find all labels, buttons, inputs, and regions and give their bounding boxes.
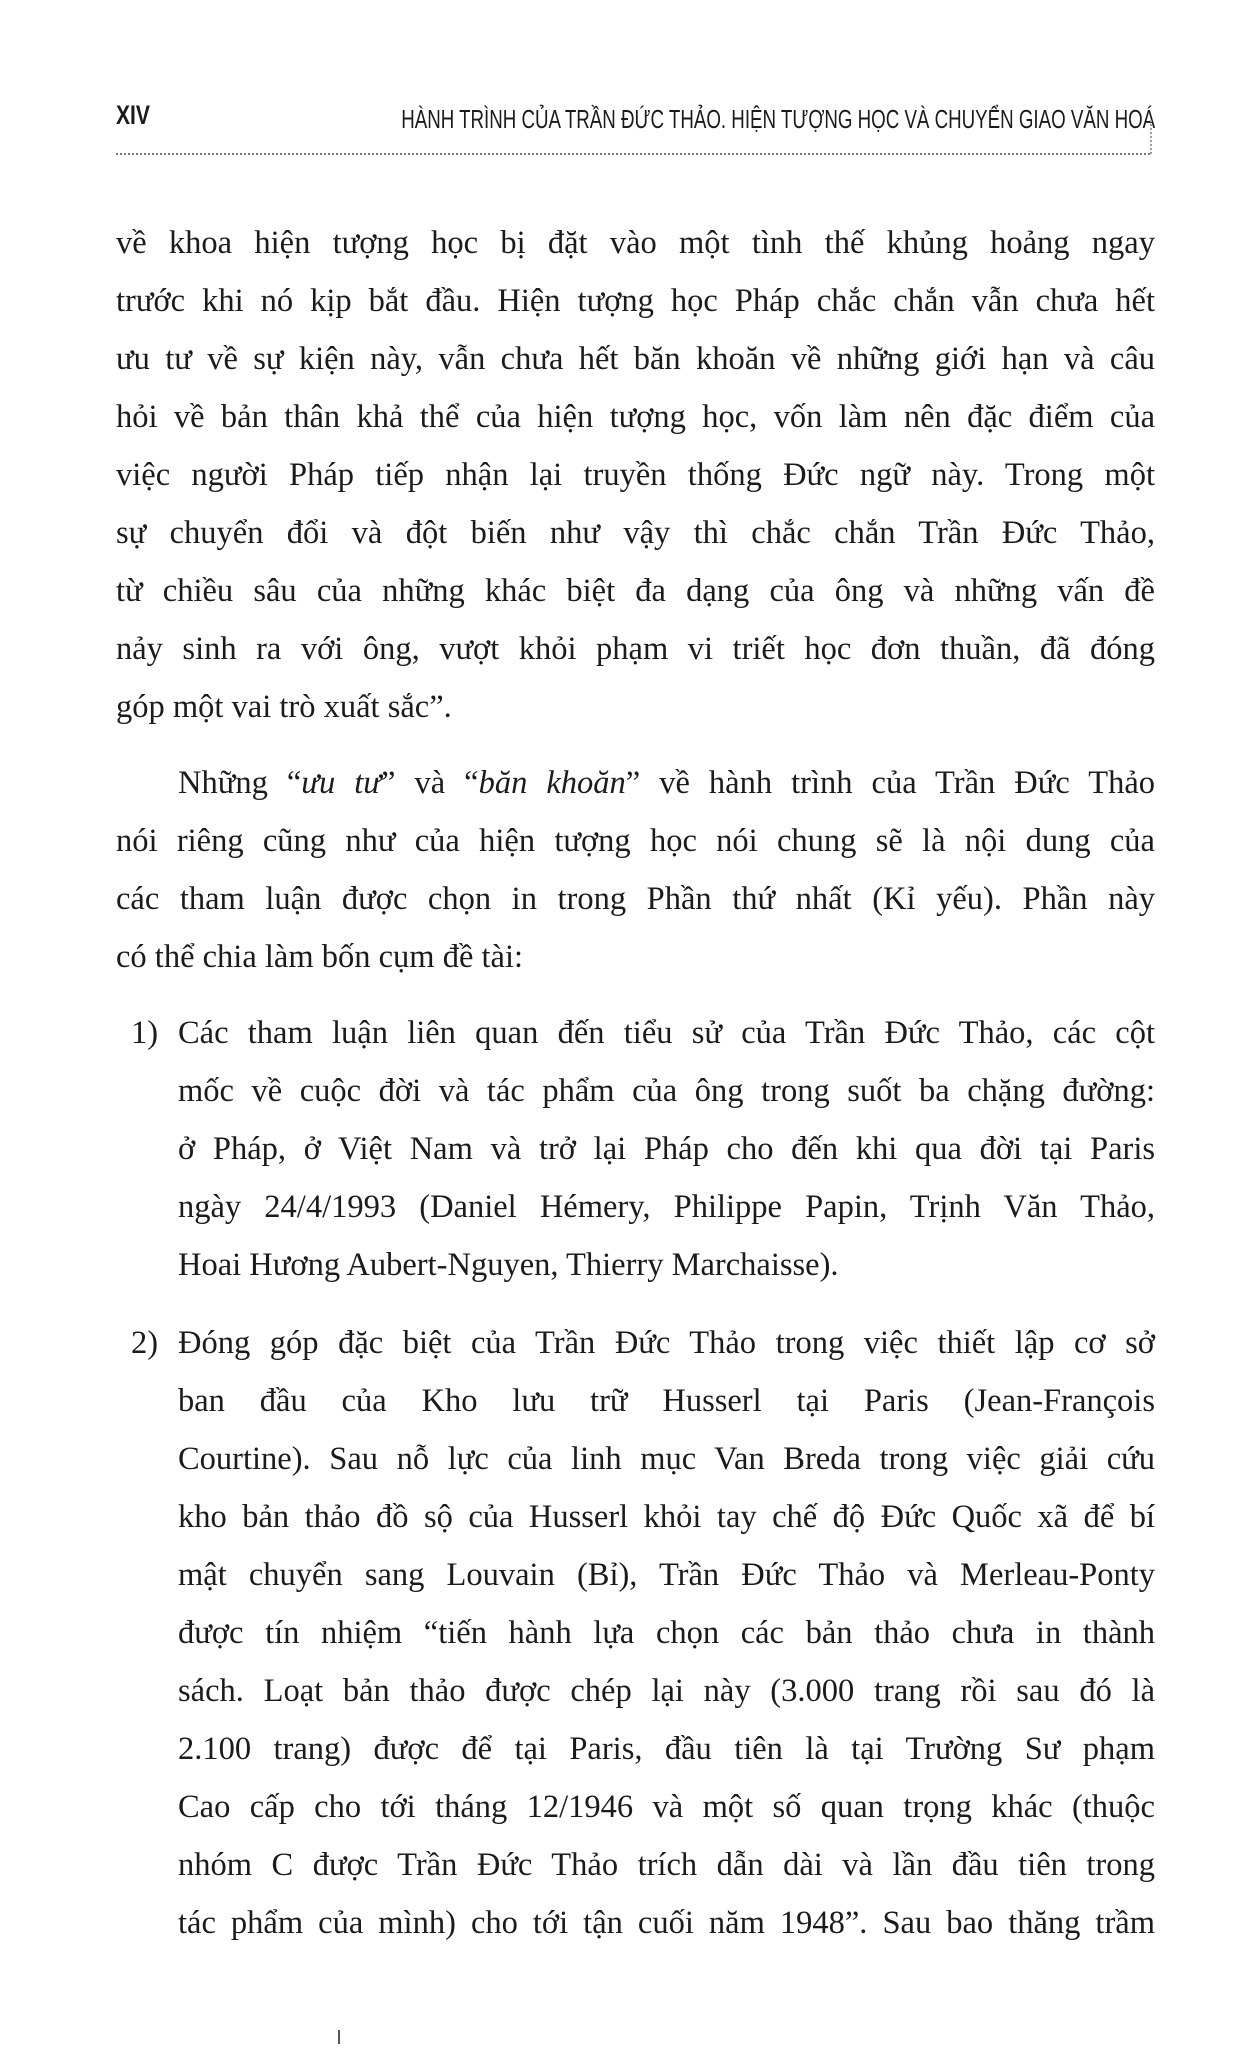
text-line <box>178 754 1155 812</box>
text-line: từ chiều sâu của những khác biệt đa dạng của ông và những vấn đề <box>116 573 1155 609</box>
text-line: ưu tư về sự kiện này, vẫn chưa hết băn khoăn về những giới hạn và câu <box>116 341 1155 377</box>
text-line: việc người Pháp tiếp nhận lại truyền thống Đức ngữ này. Trong một <box>116 457 1155 493</box>
text-line: Cao cấp cho tới tháng 12/1946 và một số quan trọng khác (thuộc <box>178 1789 1155 1825</box>
header-divider <box>116 153 1150 155</box>
italic-term: băn khoăn <box>478 765 626 801</box>
text-line: Các tham luận liên quan đến tiểu sử của Trần Đức Thảo, các cột <box>178 1015 1155 1051</box>
text-line: Hoai Hương Aubert-Nguyen, Thierry Marchaisse). <box>178 1247 839 1283</box>
text-line: ban đầu của Kho lưu trữ Husserl tại Paris (Jean-François <box>178 1383 1155 1419</box>
page-number: XIV <box>116 100 150 130</box>
text-line: về khoa hiện tượng học bị đặt vào một tình thế khủng hoảng ngay <box>116 225 1155 261</box>
text-line: trước khi nó kịp bắt đầu. Hiện tượng học Pháp chắc chắn vẫn chưa hết <box>116 283 1155 319</box>
running-header <box>116 100 1155 140</box>
text-line: nảy sinh ra với ông, vượt khỏi phạm vi triết học đơn thuần, đã đóng <box>116 631 1155 667</box>
text-line: nhóm C được Trần Đức Thảo trích dẫn dài và lần đầu tiên trong <box>178 1847 1155 1883</box>
text-span: ” và “ <box>381 765 479 801</box>
text-span: ” về hành trình của Trần Đức Thảo <box>625 765 1155 801</box>
header-divider-end <box>1150 120 1152 154</box>
text-line: được tín nhiệm “tiến hành lựa chọn các bản thảo chưa in thành <box>178 1615 1155 1651</box>
paragraph <box>116 754 1155 986</box>
text-line: các tham luận được chọn in trong Phần thứ nhất (Kỉ yếu). Phần này <box>116 881 1155 917</box>
page-body <box>116 214 1155 1972</box>
text-line: mật chuyển sang Louvain (Bỉ), Trần Đức Thảo và Merleau-Ponty <box>178 1557 1155 1593</box>
running-title: HÀNH TRÌNH CỦA TRẦN ĐỨC THẢO. HIỆN TƯỢNG HỌC VÀ CHUYỂN GIAO VĂN HOÁ <box>401 104 1155 134</box>
paragraph <box>116 214 1155 736</box>
text-span: Những “ <box>178 765 302 801</box>
text-line: 2.100 trang) được để tại Paris, đầu tiên là tại Trường Sư phạm <box>178 1731 1155 1767</box>
text-line: kho bản thảo đồ sộ của Husserl khỏi tay chế độ Đức Quốc xã để bí <box>178 1499 1155 1535</box>
text-line: sự chuyển đổi và đột biến như vậy thì chắc chắn Trần Đức Thảo, <box>116 515 1155 551</box>
page-mark <box>338 2030 340 2044</box>
text-line: ở Pháp, ở Việt Nam và trở lại Pháp cho đến khi qua đời tại Paris <box>178 1131 1155 1167</box>
text-line: mốc về cuộc đời và tác phẩm của ông trong suốt ba chặng đường: <box>178 1073 1155 1109</box>
list-item <box>116 1004 1155 1294</box>
text-line: sách. Loạt bản thảo được chép lại này (3.000 trang rồi sau đó là <box>178 1673 1155 1709</box>
text-line: Đóng góp đặc biệt của Trần Đức Thảo trong việc thiết lập cơ sở <box>178 1325 1155 1361</box>
text-line: góp một vai trò xuất sắc”. <box>116 689 452 725</box>
text-line: Courtine). Sau nỗ lực của linh mục Van Breda trong việc giải cứu <box>178 1441 1155 1477</box>
text-line: hỏi về bản thân khả thể của hiện tượng học, vốn làm nên đặc điểm của <box>116 399 1155 435</box>
italic-term: ưu tư <box>301 765 382 801</box>
text-line: ngày 24/4/1993 (Daniel Hémery, Philippe Papin, Trịnh Văn Thảo, <box>178 1189 1155 1225</box>
list-item <box>116 1314 1155 1952</box>
list-number: 1) <box>131 1015 159 1051</box>
list-number: 2) <box>131 1325 159 1361</box>
text-line: nói riêng cũng như của hiện tượng học nói chung sẽ là nội dung của <box>116 823 1155 859</box>
text-line: tác phẩm của mình) cho tới tận cuối năm 1948”. Sau bao thăng trầm <box>178 1905 1155 1941</box>
text-line: có thể chia làm bốn cụm đề tài: <box>116 939 524 975</box>
